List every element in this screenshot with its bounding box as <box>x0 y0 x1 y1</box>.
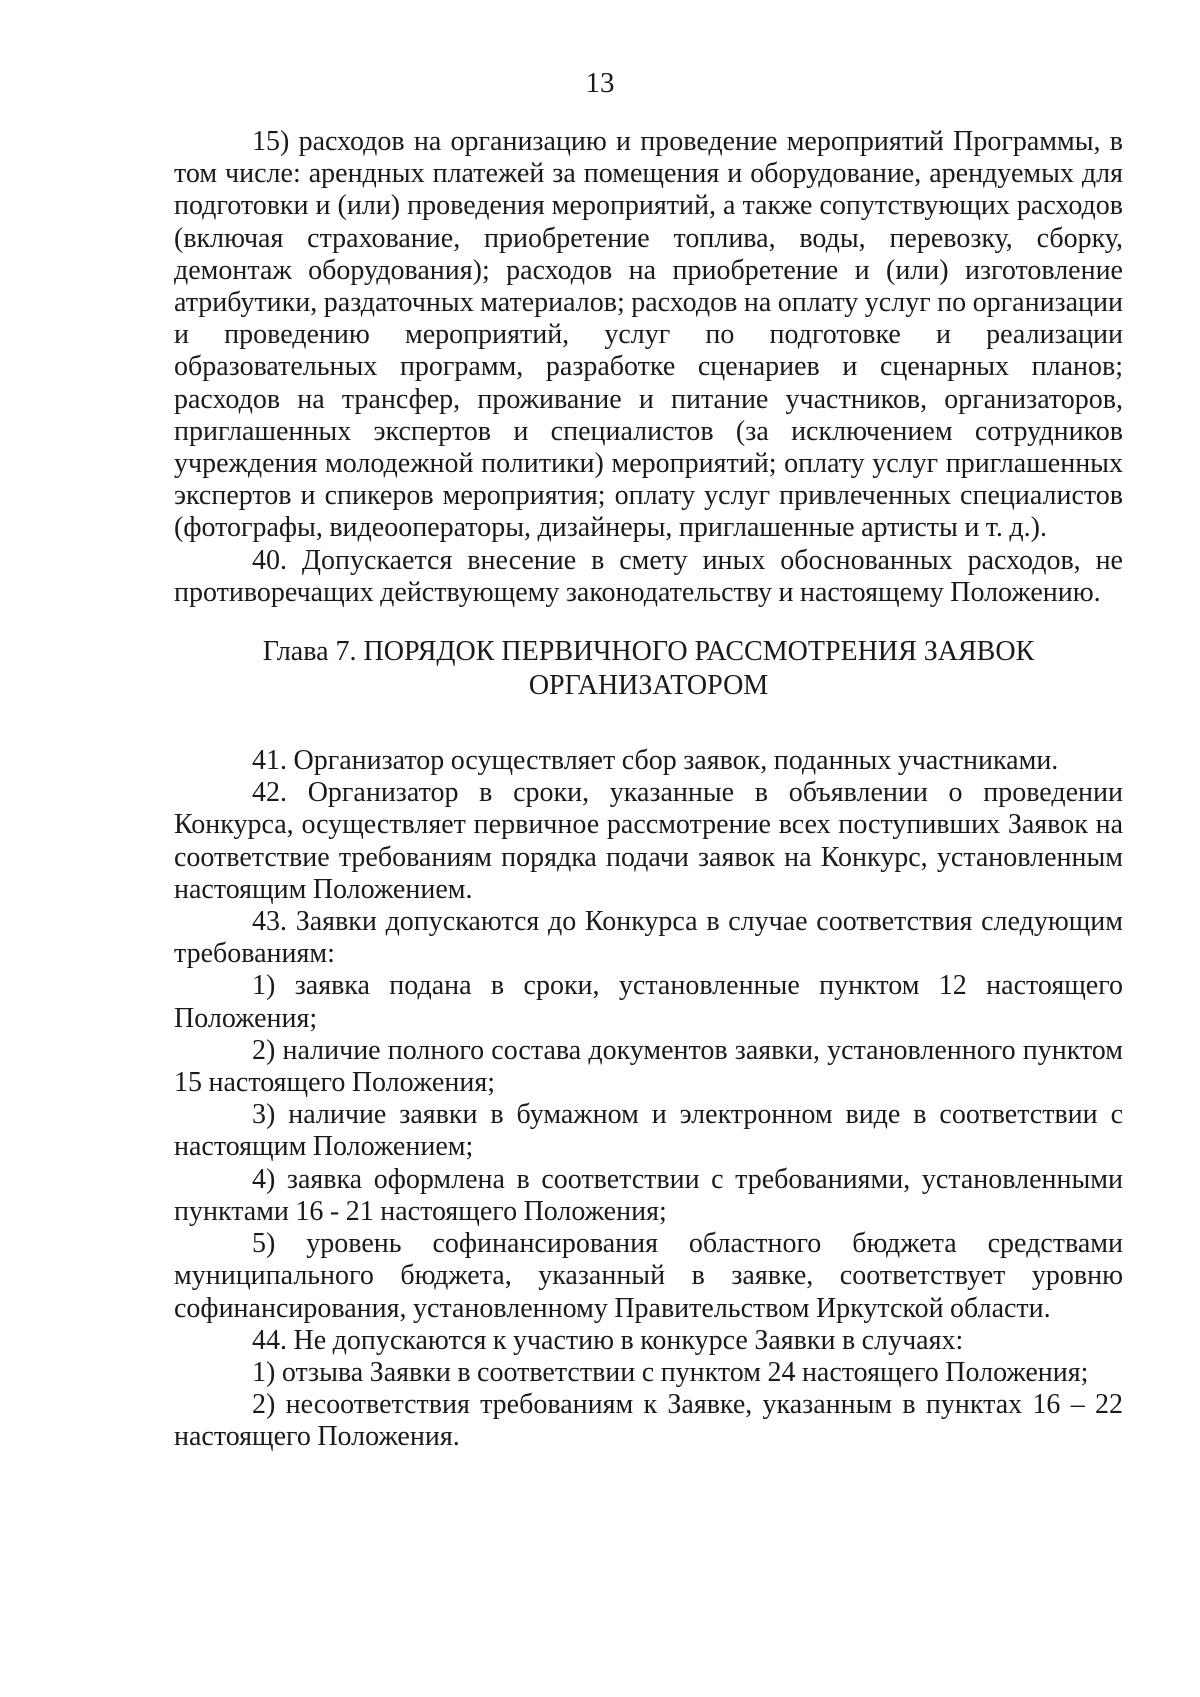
chapter-heading-line-1: Глава 7. ПОРЯДОК ПЕРВИЧНОГО РАССМОТРЕНИЯ ЗАЯВОК <box>262 636 1035 668</box>
paragraph-clause-43-item-1: 1) заявка подана в сроки, установленные пунктом 12 настоящего Положения; <box>174 970 1123 1034</box>
paragraph-clause-44: 44. Не допускаются к участию в конкурсе Заявки в случаях: <box>252 1324 964 1356</box>
paragraph-item-15: 15) расходов на организацию и проведение мероприятий Программы, в том числе: арендных платежей за помещения и оборудование, арендуемых для подготовки и (или) проведения мероприятий, а также сопутствующих расходов (включая страхование, приобретение топлива, воды, перевозку, сборку, демонтаж оборудования); расходов на приобретение и (или) изготовление атрибутики, раздаточных материалов; расходов на оплату услуг по организации и проведению мероприятий, услуг по подготовке и реализации образовательных программ, разработке сценариев и сценарных планов; расходов на трансфер, проживание и питание участников, организаторов, приглашенных экспертов и специалистов (за исключением сотрудников учреждения молодежной политики) мероприятий; оплату услуг приглашенных экспертов и спикеров мероприятия; оплату услуг привлеченных специалистов (фотографы, видеооператоры, дизайнеры, приглашенные артисты и т. д.). <box>174 126 1123 544</box>
paragraph-clause-44-item-2: 2) несоответствия требованиям к Заявке, указанным в пунктах 16 – 22 настоящего Положения. <box>174 1389 1123 1453</box>
paragraph-clause-43: 43. Заявки допускаются до Конкурса в случае соответствия следующим требованиям: <box>174 906 1123 970</box>
paragraph-clause-40: 40. Допускается внесение в смету иных обоснованных расходов, не противоречащих действующему законодательству и настоящему Положению. <box>174 544 1123 608</box>
paragraph-clause-43-item-4: 4) заявка оформлена в соответствии с требованиями, установленными пунктами 16 - 21 настоящего Положения; <box>174 1163 1123 1227</box>
paragraph-clause-42: 42. Организатор в сроки, указанные в объявлении о проведении Конкурса, осуществляет первичное рассмотрение всех поступивших Заявок на соответствие требованиям порядка подачи заявок на Конкурс, установленным настоящим Положением. <box>174 777 1123 905</box>
paragraph-clause-44-item-1: 1) отзыва Заявки в соответствии с пунктом 24 настоящего Положения; <box>252 1356 1089 1388</box>
chapter-heading <box>174 635 1123 703</box>
paragraph-clause-43-item-3: 3) наличие заявки в бумажном и электронном виде в соответствии с настоящим Положением; <box>174 1099 1123 1163</box>
paragraph-clause-41: 41. Организатор осуществляет сбор заявок, поданных участниками. <box>252 745 1059 777</box>
paragraph-clause-43-item-5: 5) уровень софинансирования областного бюджета средствами муниципального бюджета, указанный в заявке, соответствует уровню софинансирования, установленному Правительством Иркутской области. <box>174 1228 1123 1324</box>
page-number: 13 <box>585 67 615 99</box>
paragraph-clause-43-item-2: 2) наличие полного состава документов заявки, установленного пунктом 15 настоящего Положения; <box>174 1034 1123 1099</box>
document-body <box>174 126 1123 1454</box>
chapter-heading-line-2: ОРГАНИЗАТОРОМ <box>528 670 769 702</box>
